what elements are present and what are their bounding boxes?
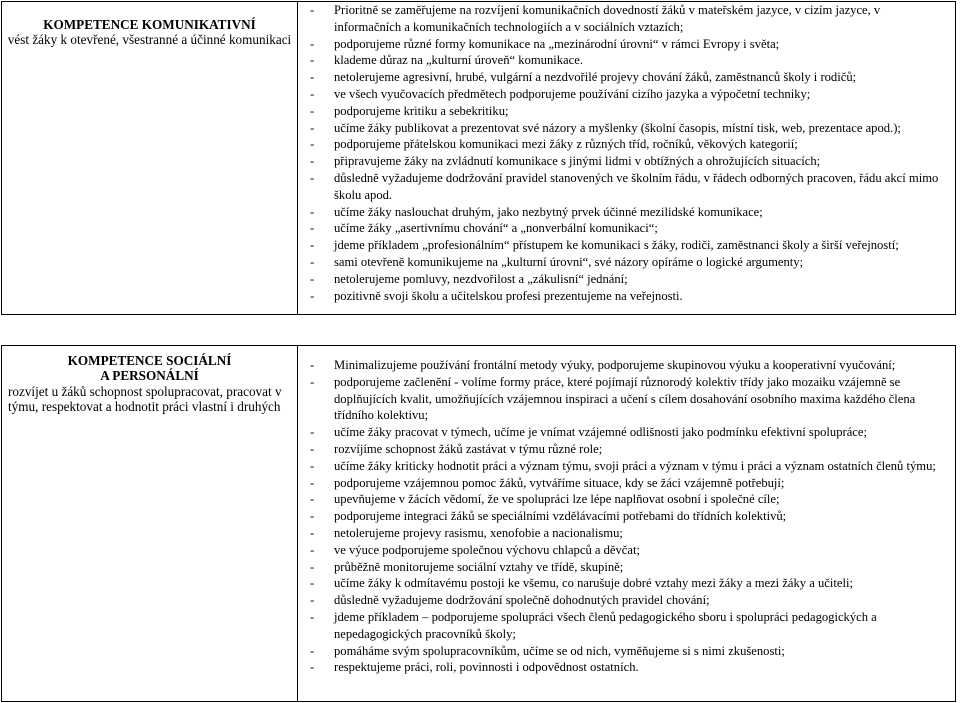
list-item [306, 170, 947, 204]
list-item-text: učíme žáky pracovat v týmech, učíme je vnímat vzájemné odlišnosti jako podmínku efektivní spolupráce; [334, 425, 867, 440]
list-dash: - [310, 441, 315, 456]
list-item-text: Minimalizujeme používání frontální metody výuky, podporujeme skupinovou výuku a kooperativní vyučování; [334, 358, 896, 372]
list-item-text: podporujeme začlenění - volíme formy práce, které pojímají různorodý kolektiv třídy jako mozaiku vzájemně se doplňujících kvalit, umožňujících vzájemnou inspiraci a učení s cílem dosahování osobního maxima každého člena třídního kolektivu; [334, 374, 916, 423]
list-item-text: upevňujeme v žácích vědomí, že ve spolupráci lze lépe naplňovat osobní i společné cíle; [334, 492, 780, 507]
list-item [306, 525, 947, 542]
list-item [306, 2, 947, 36]
list-item-text: sami otevřeně komunikujeme na „kulturní úrovni“, své názory opíráme o logické argumenty; [334, 254, 804, 269]
list-item-text: jdeme příkladem „profesionálním“ přístupem ke komunikaci s žáky, rodiči, zaměstnanci školy a širší veřejností; [334, 238, 899, 253]
list-dash: - [310, 154, 315, 169]
list-dash: - [310, 204, 315, 219]
list-item-text: podporujeme různé formy komunikace na „mezinárodní úrovni“ v rámci Evropy i světa; [334, 36, 780, 51]
competence-header-cell [2, 2, 298, 315]
list-item-text: ve výuce podporujeme společnou výchovu chlapců a děvčat; [334, 542, 640, 557]
list-dash: - [310, 238, 315, 253]
list-dash: - [310, 374, 315, 389]
list-item-text: pozitivně svoji školu a učitelskou profesi prezentujeme na veřejnosti. [334, 288, 683, 303]
list-item [306, 69, 947, 86]
list-item-text: důsledně vyžadujeme dodržování pravidel stanovených ve školním řádu, v řádech odborných pracoven, řádu akcí mimo školu apod. [334, 170, 939, 202]
list-dash: - [310, 170, 315, 185]
list-item-text: pomáháme svým spolupracovníkům, učíme se od nich, vyměňujeme si s nimi zkušenosti; [334, 643, 785, 658]
list-dash: - [310, 425, 315, 440]
list-item-text: podporujeme vzájemnou pomoc žáků, vytváříme situace, kdy se žáci vzájemně potřebují; [334, 475, 785, 490]
list-dash: - [310, 137, 315, 152]
list-item-text: klademe důraz na „kulturní úroveň“ komunikace. [334, 53, 583, 68]
list-item [306, 204, 947, 221]
competence-table-communicative [1, 1, 956, 315]
list-dash: - [310, 643, 315, 658]
list-item-text: důsledně vyžadujeme dodržování společně dohodnutých pravidel chování; [334, 593, 710, 608]
competence-body-cell [298, 2, 956, 315]
list-dash: - [310, 103, 315, 118]
competence-header-cell [2, 346, 298, 702]
list-dash: - [310, 53, 315, 68]
list-item-text: netolerujeme projevy rasismu, xenofobie a nacionalismu; [334, 525, 623, 540]
list-item [306, 458, 947, 475]
list-item-text: ve všech vyučovacích předmětech podporujeme používání cizího jazyka a výpočetní techniky; [334, 86, 811, 101]
list-item [306, 609, 947, 643]
list-dash: - [310, 609, 315, 624]
list-dash: - [310, 36, 315, 51]
list-dash: - [310, 288, 315, 303]
list-item [306, 508, 947, 525]
competence-title [2, 353, 297, 384]
list-item [306, 643, 947, 660]
list-item-text: učíme žáky k odmítavému postoji ke všemu, co narušuje dobré vztahy mezi žáky a mezi žáky a učiteli; [334, 576, 853, 591]
list-item-text: respektujeme práci, roli, povinnosti i odpovědnost ostatních. [334, 660, 639, 675]
competence-title-line: KOMPETENCE KOMUNIKATIVNÍ [43, 17, 256, 32]
list-item [306, 441, 947, 458]
list-item-text: rozvíjíme schopnost žáků zastávat v týmu různé role; [334, 441, 603, 456]
list-item [306, 288, 947, 305]
list-dash: - [310, 271, 315, 286]
list-item-text: učíme žáky „asertivnímu chování“ a „nonverbální komunikaci“; [334, 221, 658, 236]
list-item [306, 374, 947, 424]
list-dash: - [310, 120, 315, 135]
list-item [306, 475, 947, 492]
list-item [306, 36, 947, 53]
list-item-text: netolerujeme pomluvy, nezdvořilost a „zákulisní“ jednání; [334, 271, 628, 286]
list-item-text: učíme žáky kriticky hodnotit práci a význam týmu, svoji práci a význam v týmu i práci a význam ostatních členů týmu; [334, 458, 936, 473]
competence-body-cell [298, 346, 956, 702]
competence-title-line: KOMPETENCE SOCIÁLNÍ [67, 353, 232, 368]
list-item [306, 220, 947, 237]
list-dash: - [310, 3, 315, 17]
competence-subtitle: rozvíjet u žáků schopnost spolupracovat, pracovat v týmu, respektovat a hodnotit práci vlastní i druhých [8, 383, 282, 415]
list-item [306, 52, 947, 69]
list-dash: - [310, 525, 315, 540]
competence-title [2, 17, 297, 32]
list-item-text: jdeme příkladem – podporujeme spolupráci všech členů pedagogického sboru i spolupráci pedagogických a nepedagogických pracovníků školy; [334, 609, 877, 641]
list-dash: - [310, 492, 315, 507]
competence-title-line: A PERSONÁLNÍ [100, 368, 199, 384]
list-item-text: Prioritně se zaměřujeme na rozvíjení komunikačních dovedností žáků v mateřském jazyce, v cizím jazyce, v informačních a komunikačních technologiích a v sociálních vztazích; [334, 3, 881, 34]
list-item [306, 237, 947, 254]
list-item [306, 575, 947, 592]
competence-item-list [306, 2, 947, 304]
list-item [306, 271, 947, 288]
list-item [306, 120, 947, 137]
list-dash: - [310, 593, 315, 608]
list-item-text: podporujeme integraci žáků se speciálními vzdělávacími potřebami do třídních kolektivů; [334, 509, 787, 524]
list-item [306, 86, 947, 103]
competence-table-social [1, 345, 956, 702]
list-item-text: podporujeme kritiku a sebekritiku; [334, 103, 509, 118]
list-item-text: podporujeme přátelskou komunikaci mezi žáky z různých tříd, ročníků, věkových kategorií; [334, 137, 798, 152]
list-item [306, 491, 947, 508]
list-item-text: učíme žáky publikovat a prezentovat své názory a myšlenky (školní časopis, místní tisk, web, prezentace apod.); [334, 120, 901, 135]
list-item [306, 153, 947, 170]
list-item-text: učíme žáky naslouchat druhým, jako nezbytný prvek účinné mezilidské komunikace; [334, 204, 763, 219]
list-item [306, 424, 947, 441]
list-dash: - [310, 221, 315, 236]
list-dash: - [310, 86, 315, 101]
list-item-text: připravujeme žáky na zvládnutí komunikace s jinými lidmi v obtížných a ohrožujících situacích; [334, 154, 821, 169]
list-item [306, 357, 947, 374]
competence-subtitle: vést žáky k otevřené, všestranné a účinné komunikaci [7, 32, 292, 48]
list-item [306, 103, 947, 120]
list-dash: - [310, 475, 315, 490]
list-item [306, 542, 947, 559]
competence-item-list [306, 357, 947, 676]
list-dash: - [310, 660, 315, 675]
list-dash: - [310, 509, 315, 524]
list-dash: - [310, 254, 315, 269]
list-dash: - [310, 559, 315, 574]
list-item-text: netolerujeme agresivní, hrubé, vulgární a nezdvořilé projevy chování žáků, zaměstnanců školy i rodičů; [334, 70, 857, 85]
list-item-text: průběžně monitorujeme sociální vztahy ve třídě, skupině; [334, 559, 624, 574]
list-dash: - [310, 458, 315, 473]
list-dash: - [310, 542, 315, 557]
list-dash: - [310, 358, 315, 372]
list-item [306, 659, 947, 676]
list-item [306, 136, 947, 153]
list-dash: - [310, 70, 315, 85]
list-item [306, 592, 947, 609]
list-dash: - [310, 576, 315, 591]
list-item [306, 559, 947, 576]
list-item [306, 254, 947, 271]
